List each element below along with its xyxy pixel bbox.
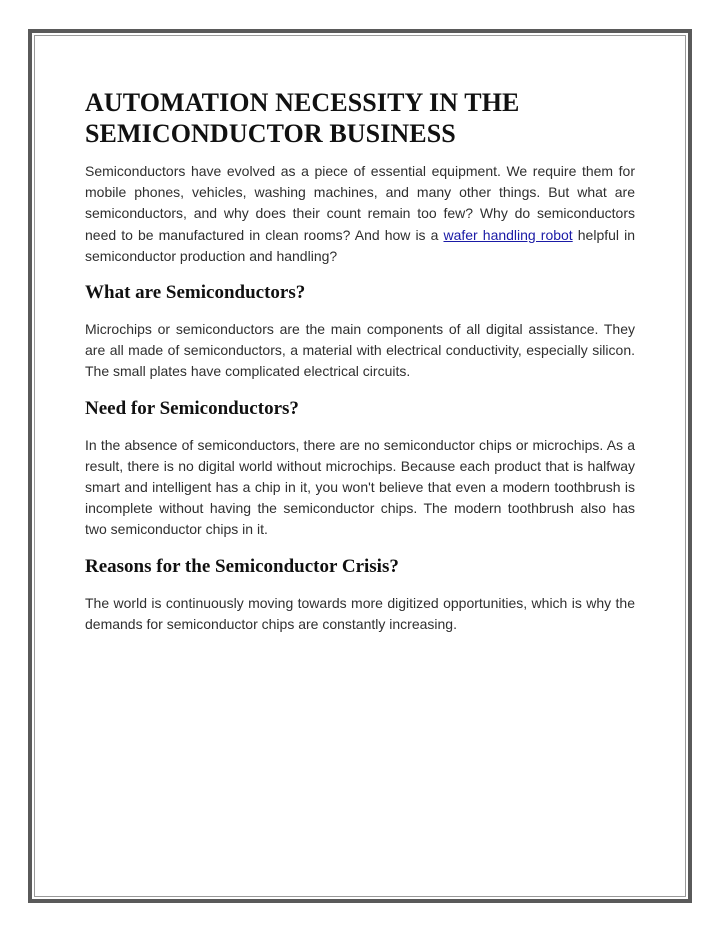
intro-text-after: helpful in semiconductor production and handling? [85,226,635,264]
document-title: AUTOMATION NECESSITY IN THE SEMICONDUCTOR BUSINESS [85,88,520,148]
intro-text-before: Semiconductors have evolved as a piece of essential equipment. We require them for mobile phones, vehicles, washing machines, and many other things. But what are semiconductors, and why does their count remain too few? Why do semiconductors need to be manufactured in clean rooms? And how is a [85,163,635,243]
section-body-what-are-semiconductors: Microchips or semiconductors are the main components of all digital assistance. They are all made of semiconductors, a material with electrical conductivity, especially silicon. The small plates have complicated electrical circuits. [85,321,635,380]
wafer-handling-robot-link[interactable]: wafer handling robot [443,226,573,243]
section-body-need-for-semiconductors: In the absence of semiconductors, there are no semiconductor chips or microchips. As a result, there is no digital world without microchips. Because each product that is halfway smart and intelligent has a chip in it, you won't believe that even a modern toothbrush is incomplete without having the semiconductor chips. The modern toothbrush also has two semiconductor chips in it. [85,436,635,538]
section-body-semiconductor-crisis: The world is continuously moving towards more digitized opportunities, which is why the demands for semiconductor chips are constantly increasing. [85,594,635,632]
intro-paragraph [85,161,635,267]
section-heading-semiconductor-crisis: Reasons for the Semiconductor Crisis? [85,555,399,577]
document-content [85,87,635,649]
section-heading-need-for-semiconductors: Need for Semiconductors? [85,397,299,419]
section-heading-what-are-semiconductors: What are Semiconductors? [85,282,306,304]
